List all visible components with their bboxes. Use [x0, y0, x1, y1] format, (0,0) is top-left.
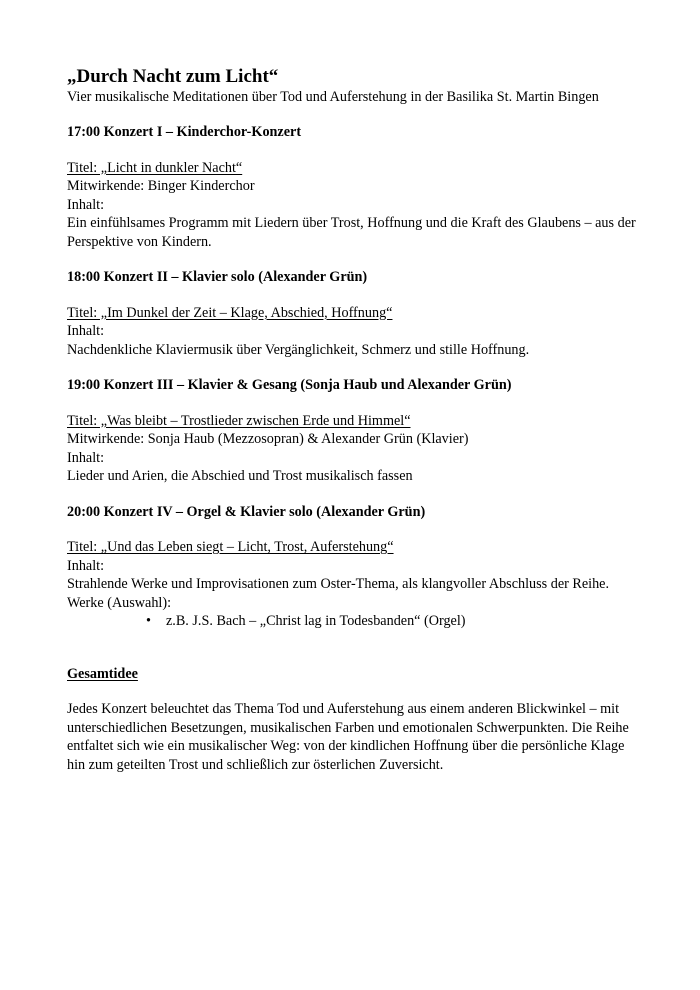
summary-line: unterschiedlichen Besetzungen, musikalischen Farben und emotionalen Schwerpunkten. Die Reihe — [67, 719, 629, 736]
works-list-item — [67, 612, 667, 631]
concert-content-label: Inhalt: — [67, 557, 105, 574]
concert-content-line: Perspektive von Kindern. — [67, 233, 212, 250]
summary-section — [67, 665, 667, 775]
document-page — [67, 66, 667, 774]
concert-heading: 18:00 Konzert II – Klavier solo (Alexander Grün) — [67, 269, 368, 285]
bullet-icon: • — [146, 613, 151, 629]
concert-works-label: Werke (Auswahl): — [67, 594, 172, 611]
concert-title: Titel: „Was bleibt – Trostlieder zwischen Erde und Himmel“ — [67, 412, 411, 429]
summary-heading: Gesamtidee — [67, 665, 138, 682]
concert-content-label: Inhalt: — [67, 449, 105, 466]
concert-content-line: Strahlende Werke und Improvisationen zum Oster-Thema, als klangvoller Abschluss der Reihe. — [67, 576, 610, 592]
concert-section-1 — [67, 123, 667, 251]
concert-content-label: Inhalt: — [67, 323, 105, 339]
concert-content-line: Ein einfühlsames Programm mit Liedern über Trost, Hoffnung und die Kraft des Glaubens – aus der — [67, 215, 636, 231]
concert-title: Titel: „Licht in dunkler Nacht“ — [67, 159, 243, 176]
works-item-text: z.B. J.S. Bach – „Christ lag in Todesbanden“ (Orgel) — [166, 613, 466, 629]
summary-line: hin zum geteilten Trost und schließlich zur österlichen Zuversicht. — [67, 756, 444, 773]
concert-performers: Mitwirkende: Sonja Haub (Mezzosopran) & Alexander Grün (Klavier) — [67, 431, 469, 447]
concert-heading: 17:00 Konzert I – Kinderchor-Konzert — [67, 124, 302, 140]
document-subtitle: Vier musikalische Meditationen über Tod und Auferstehung in der Basilika St. Martin Bingen — [67, 89, 599, 105]
concert-heading: 20:00 Konzert IV – Orgel & Klavier solo (Alexander Grün) — [67, 503, 426, 520]
concert-content-label: Inhalt: — [67, 196, 105, 213]
concert-heading: 19:00 Konzert III – Klavier & Gesang (Sonja Haub und Alexander Grün) — [67, 377, 512, 393]
concert-content-line: Lieder und Arien, die Abschied und Trost musikalisch fassen — [67, 468, 413, 484]
concert-title: Titel: „Im Dunkel der Zeit – Klage, Abschied, Hoffnung“ — [67, 304, 393, 321]
concert-section-2 — [67, 268, 667, 359]
summary-line: entfaltet sich wie ein musikalischer Weg: von der kindlichen Hoffnung über die persönliche Klage — [67, 738, 625, 754]
concert-title: Titel: „Und das Leben siegt – Licht, Trost, Auferstehung“ — [67, 539, 394, 555]
concert-section-3 — [67, 376, 667, 486]
document-title: „Durch Nacht zum Licht“ — [67, 66, 279, 87]
concert-content-line: Nachdenkliche Klaviermusik über Vergänglichkeit, Schmerz und stille Hoffnung. — [67, 341, 530, 358]
summary-line: Jedes Konzert beleuchtet das Thema Tod und Auferstehung aus einem anderen Blickwinkel – mit — [67, 701, 620, 717]
concert-section-4 — [67, 503, 667, 631]
concert-performers: Mitwirkende: Binger Kinderchor — [67, 178, 255, 194]
